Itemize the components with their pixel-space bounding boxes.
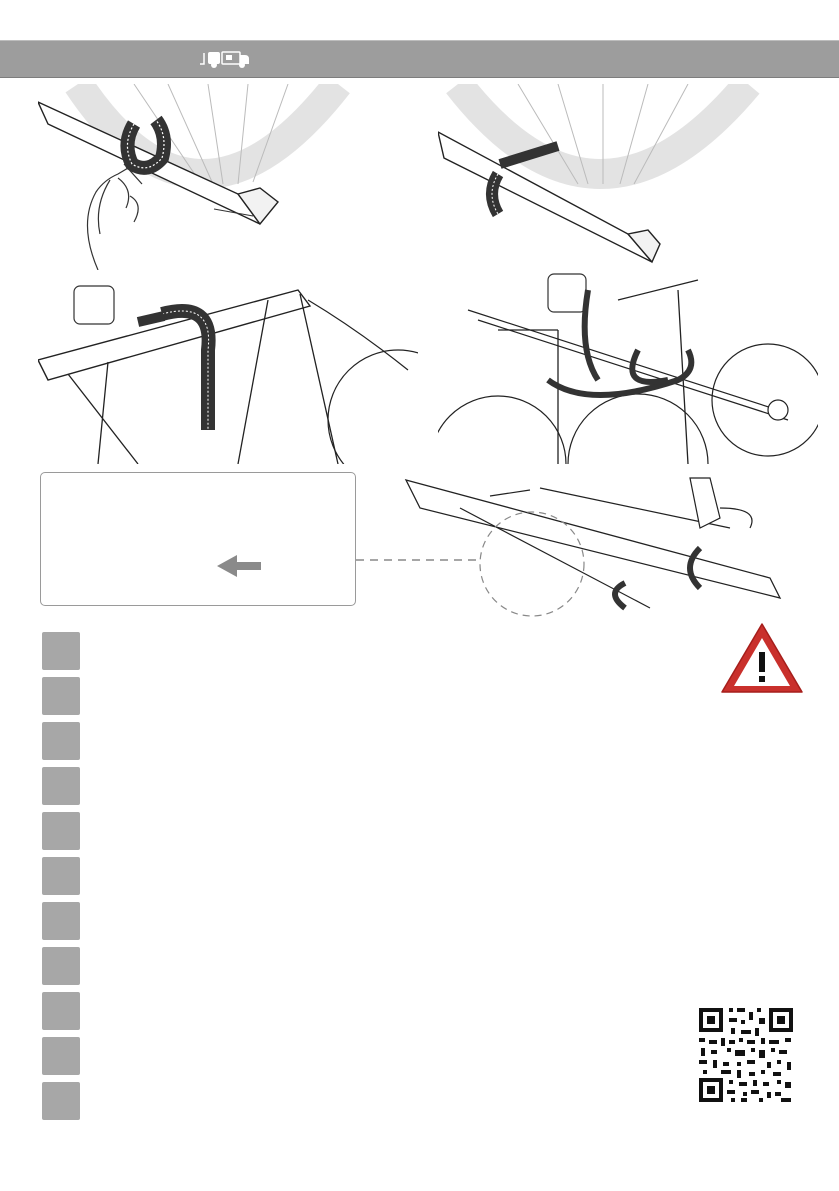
arrow-left-icon bbox=[217, 555, 261, 577]
language-marker bbox=[42, 677, 80, 715]
info-callout bbox=[40, 472, 356, 606]
language-marker bbox=[42, 947, 80, 985]
figure-bike-lock bbox=[438, 270, 818, 464]
language-marker bbox=[42, 722, 80, 760]
language-marker bbox=[42, 1037, 80, 1075]
figure-strap-frame bbox=[38, 270, 418, 464]
language-marker bbox=[42, 857, 80, 895]
figure-rack-detail bbox=[400, 468, 800, 618]
language-marker bbox=[42, 902, 80, 940]
language-marker bbox=[42, 812, 80, 850]
header-bar bbox=[0, 40, 839, 78]
language-marker bbox=[42, 1082, 80, 1120]
language-marker bbox=[42, 767, 80, 805]
figure-strap-closed bbox=[438, 84, 818, 270]
warning-triangle-icon bbox=[720, 622, 804, 694]
motorhome-icon bbox=[200, 49, 250, 69]
figure-strap-hand bbox=[38, 84, 418, 270]
qr-code-icon bbox=[697, 1006, 795, 1104]
language-marker bbox=[42, 992, 80, 1030]
language-marker bbox=[42, 632, 80, 670]
